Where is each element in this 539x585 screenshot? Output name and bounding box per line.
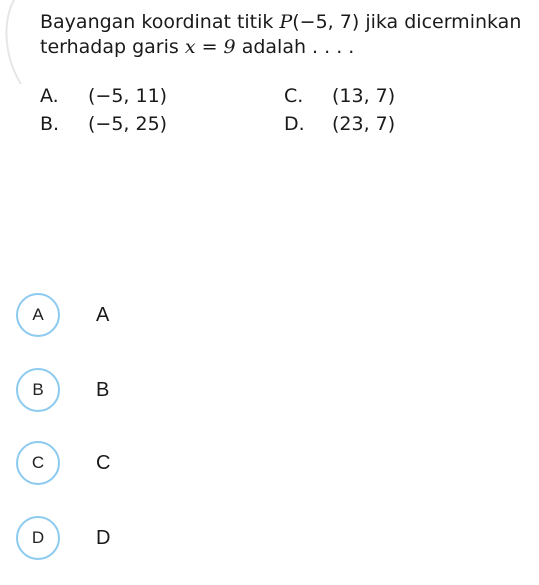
- answer-d-badge[interactable]: D: [16, 516, 60, 560]
- answer-c-label: C: [96, 451, 111, 474]
- option-c-letter: C.: [284, 85, 304, 107]
- option-b: [40, 110, 167, 138]
- point-variable: P: [279, 11, 293, 33]
- answer-b-label: B: [96, 378, 110, 401]
- option-b-letter: B.: [40, 113, 60, 135]
- option-d: [284, 110, 395, 138]
- question-line-1: [40, 10, 535, 35]
- question-line-1-tail: jika dicerminkan: [359, 11, 522, 33]
- option-a-value: (−5, 11): [88, 85, 168, 107]
- option-c-value: (13, 7): [332, 85, 396, 107]
- answer-choice-b[interactable]: [16, 366, 316, 414]
- option-c: [284, 82, 395, 110]
- option-a-letter: A.: [40, 85, 59, 107]
- answer-a-label: A: [96, 303, 110, 326]
- option-b-value: (−5, 25): [88, 113, 168, 135]
- point-coordinates: (−5, 7): [292, 11, 360, 33]
- option-a: [40, 82, 167, 110]
- question-line-2: [40, 35, 535, 60]
- option-d-value: (23, 7): [332, 113, 396, 135]
- answer-choice-d[interactable]: [16, 514, 316, 562]
- answer-choice-c[interactable]: [16, 439, 316, 487]
- line-equation: x = 9: [184, 36, 236, 58]
- question-line-2-tail: adalah . . . .: [235, 36, 355, 58]
- answer-d-label: D: [96, 526, 111, 549]
- question-text: [40, 10, 535, 60]
- option-d-letter: D.: [284, 113, 305, 135]
- question-line-2-text: terhadap garis: [40, 36, 185, 58]
- answer-b-badge[interactable]: B: [16, 368, 60, 412]
- question-line-1-text: Bayangan koordinat titik: [40, 11, 280, 33]
- answer-a-badge[interactable]: A: [16, 293, 60, 337]
- answer-c-badge[interactable]: C: [16, 441, 60, 485]
- page-edge-decoration: [0, 0, 32, 84]
- answer-choice-a[interactable]: [16, 291, 316, 339]
